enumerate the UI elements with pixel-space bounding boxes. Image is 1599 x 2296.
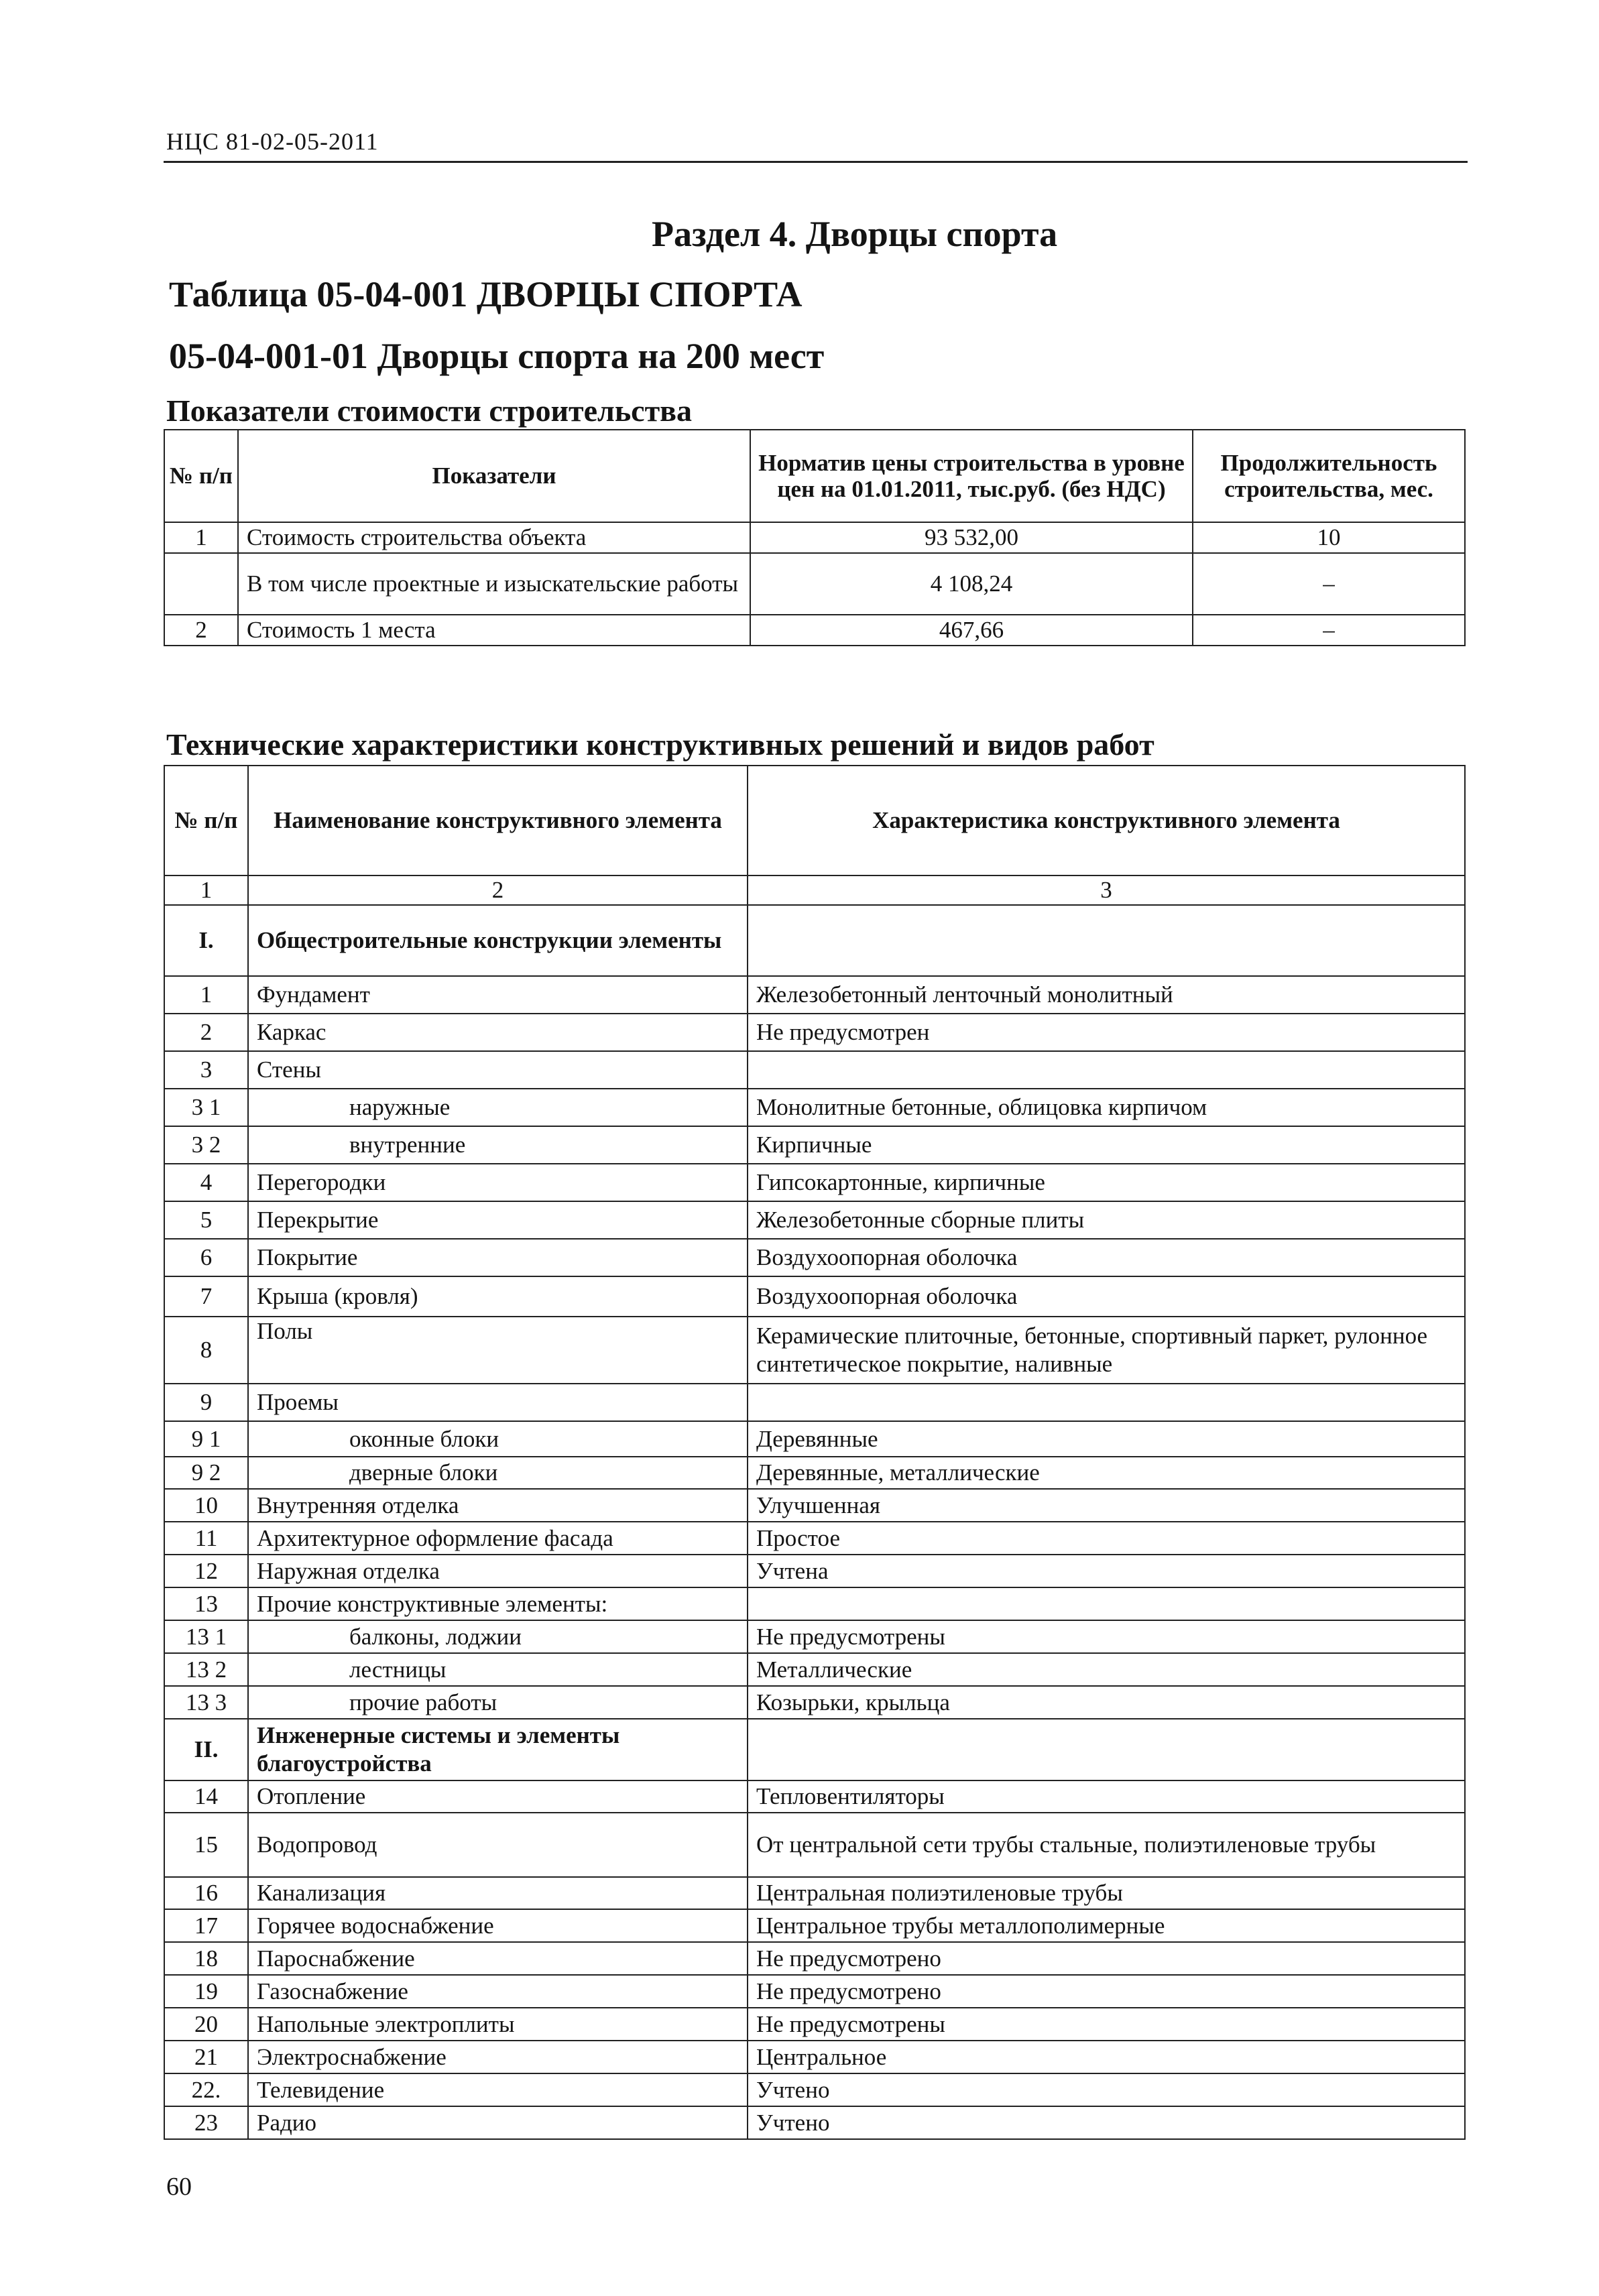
row-name: Стены <box>248 1051 748 1089</box>
row-value <box>748 1719 1465 1780</box>
table-row <box>164 1164 1465 1201</box>
row-num: I. <box>164 905 248 976</box>
row-num: 21 <box>164 2041 248 2073</box>
row-name: Фундамент <box>248 976 748 1014</box>
row-name: дверные блоки <box>248 1457 748 1489</box>
tech-header-characteristic: Характеристика конструктивного элемента <box>748 766 1465 875</box>
row-value: Железобетонные сборные плиты <box>748 1201 1465 1239</box>
row-value: Центральная полиэтиленовые трубы <box>748 1877 1465 1909</box>
row-num: 13 2 <box>164 1653 248 1686</box>
table-row <box>164 2106 1465 2139</box>
table-row <box>164 1587 1465 1620</box>
row-value: Центральное <box>748 2041 1465 2073</box>
row-num: 17 <box>164 1909 248 1942</box>
row-num: 16 <box>164 1877 248 1909</box>
cost-price: 467,66 <box>750 615 1193 646</box>
row-num: 14 <box>164 1780 248 1813</box>
row-value: Кирпичные <box>748 1126 1465 1164</box>
table-row <box>164 1719 1465 1780</box>
row-num: 12 <box>164 1555 248 1587</box>
row-value: Монолитные бетонные, облицовка кирпичом <box>748 1089 1465 1126</box>
row-name: Инженерные системы и элементы благоустройства <box>248 1719 748 1780</box>
row-num: 19 <box>164 1975 248 2008</box>
row-num: 10 <box>164 1489 248 1522</box>
cost-indicator: Стоимость 1 места <box>238 615 750 646</box>
header-divider <box>164 161 1468 163</box>
row-name: Архитектурное оформление фасада <box>248 1522 748 1555</box>
row-num: 9 1 <box>164 1421 248 1457</box>
row-value: Учтено <box>748 2106 1465 2139</box>
row-num: 9 2 <box>164 1457 248 1489</box>
row-num: II. <box>164 1719 248 1780</box>
row-num: 1 <box>164 976 248 1014</box>
cost-header-num: № п/п <box>164 430 238 522</box>
table-row <box>164 1522 1465 1555</box>
row-name: Водопровод <box>248 1813 748 1877</box>
row-num: 2 <box>164 1014 248 1051</box>
row-num: 13 3 <box>164 1686 248 1719</box>
row-num: 15 <box>164 1813 248 1877</box>
row-value: Металлические <box>748 1653 1465 1686</box>
row-value <box>748 1051 1465 1089</box>
row-name: наружные <box>248 1089 748 1126</box>
table-row <box>164 1877 1465 1909</box>
table-row <box>164 1813 1465 1877</box>
table-row <box>164 2073 1465 2106</box>
row-name: внутренние <box>248 1126 748 1164</box>
table-row <box>164 522 1465 553</box>
table-row <box>164 1686 1465 1719</box>
table-subtitle: 05-04-001-01 Дворцы спорта на 200 мест <box>169 336 825 376</box>
row-value: Воздухоопорная оболочка <box>748 1239 1465 1276</box>
cost-table <box>164 429 1466 646</box>
row-name: Напольные электроплиты <box>248 2008 748 2041</box>
row-name: Прочие конструктивные элементы: <box>248 1587 748 1620</box>
row-name: Электроснабжение <box>248 2041 748 2073</box>
tech-header-num: № п/п <box>164 766 248 875</box>
row-value: Деревянные <box>748 1421 1465 1457</box>
cost-header-duration: Продолжительность строительства, мес. <box>1193 430 1465 522</box>
tech-table-caption: Технические характеристики конструктивных решений и видов работ <box>166 727 1154 762</box>
row-value: Керамические плиточные, бетонные, спортивный паркет, рулонное синтетическое покрытие, наливные <box>748 1317 1465 1384</box>
row-value: Тепловентиляторы <box>748 1780 1465 1813</box>
row-value: Центральное трубы металлополимерные <box>748 1909 1465 1942</box>
cost-duration: 10 <box>1193 522 1465 553</box>
row-name: Пароснабжение <box>248 1942 748 1975</box>
row-value: Улучшенная <box>748 1489 1465 1522</box>
column-number: 2 <box>248 875 748 905</box>
row-num: 3 <box>164 1051 248 1089</box>
cost-table-caption: Показатели стоимости строительства <box>166 394 693 428</box>
row-num: 22. <box>164 2073 248 2106</box>
row-name: Крыша (кровля) <box>248 1276 748 1317</box>
table-row <box>164 2041 1465 2073</box>
row-name: Проемы <box>248 1384 748 1421</box>
row-value: Не предусмотрены <box>748 2008 1465 2041</box>
table-row <box>164 1780 1465 1813</box>
column-number: 3 <box>748 875 1465 905</box>
cost-indicator: Стоимость строительства объекта <box>238 522 750 553</box>
row-name: прочие работы <box>248 1686 748 1719</box>
row-num: 13 1 <box>164 1620 248 1653</box>
row-value: Воздухоопорная оболочка <box>748 1276 1465 1317</box>
row-value <box>748 1384 1465 1421</box>
table-row <box>164 1051 1465 1089</box>
cost-header-price: Норматив цены строительства в уровне цен на 01.01.2011, тыс.руб. (без НДС) <box>750 430 1193 522</box>
table-title: Таблица 05-04-001 ДВОРЦЫ СПОРТА <box>169 274 803 314</box>
row-value <box>748 1587 1465 1620</box>
row-num: 6 <box>164 1239 248 1276</box>
row-value: Железобетонный ленточный монолитный <box>748 976 1465 1014</box>
row-num: 7 <box>164 1276 248 1317</box>
table-row <box>164 1421 1465 1457</box>
table-row <box>164 905 1465 976</box>
row-num: 3 1 <box>164 1089 248 1126</box>
row-value: Учтена <box>748 1555 1465 1587</box>
row-value: Простое <box>748 1522 1465 1555</box>
row-name: Отопление <box>248 1780 748 1813</box>
row-name: Перекрытие <box>248 1201 748 1239</box>
document-code: НЦС 81-02-05-2011 <box>166 128 379 155</box>
table-row <box>164 553 1465 615</box>
row-name: Радио <box>248 2106 748 2139</box>
row-value: Не предусмотрено <box>748 1942 1465 1975</box>
row-value: Деревянные, металлические <box>748 1457 1465 1489</box>
row-name: Телевидение <box>248 2073 748 2106</box>
tech-header-name: Наименование конструктивного элемента <box>248 766 748 875</box>
table-row <box>164 1942 1465 1975</box>
row-name: Покрытие <box>248 1239 748 1276</box>
row-value: Не предусмотрен <box>748 1014 1465 1051</box>
page-number: 60 <box>166 2173 192 2201</box>
row-value <box>748 905 1465 976</box>
row-name: Каркас <box>248 1014 748 1051</box>
row-num: 11 <box>164 1522 248 1555</box>
row-num: 20 <box>164 2008 248 2041</box>
cost-duration: – <box>1193 615 1465 646</box>
table-row <box>164 1276 1465 1317</box>
row-num: 8 <box>164 1317 248 1384</box>
column-number: 1 <box>164 875 248 905</box>
cost-num: 2 <box>164 615 238 646</box>
table-row <box>164 1239 1465 1276</box>
table-row <box>164 1653 1465 1686</box>
table-row <box>164 1089 1465 1126</box>
tech-table <box>164 765 1466 2140</box>
row-name: Горячее водоснабжение <box>248 1909 748 1942</box>
section-title: Раздел 4. Дворцы спорта <box>652 214 1058 254</box>
table-row <box>164 1457 1465 1489</box>
row-name: балконы, лоджии <box>248 1620 748 1653</box>
cost-price: 93 532,00 <box>750 522 1193 553</box>
cost-indicator: В том числе проектные и изыскательские работы <box>238 553 750 615</box>
table-row <box>164 1489 1465 1522</box>
row-value: Гипсокартонные, кирпичные <box>748 1164 1465 1201</box>
row-num: 18 <box>164 1942 248 1975</box>
cost-duration: – <box>1193 553 1465 615</box>
table-row <box>164 1975 1465 2008</box>
row-name: Перегородки <box>248 1164 748 1201</box>
table-row <box>164 1126 1465 1164</box>
row-name: Внутренняя отделка <box>248 1489 748 1522</box>
row-name: оконные блоки <box>248 1421 748 1457</box>
table-row <box>164 1555 1465 1587</box>
row-name: Общестроительные конструкции элементы <box>248 905 748 976</box>
row-num: 5 <box>164 1201 248 1239</box>
row-value: Учтено <box>748 2073 1465 2106</box>
cost-price: 4 108,24 <box>750 553 1193 615</box>
table-row <box>164 1384 1465 1421</box>
row-name: Полы <box>248 1317 748 1384</box>
table-row <box>164 1317 1465 1384</box>
row-name: Канализация <box>248 1877 748 1909</box>
cost-header-indicator: Показатели <box>238 430 750 522</box>
table-row <box>164 1620 1465 1653</box>
cost-num <box>164 553 238 615</box>
table-row <box>164 1909 1465 1942</box>
row-num: 23 <box>164 2106 248 2139</box>
row-value: Не предусмотрены <box>748 1620 1465 1653</box>
row-value: От центральной сети трубы стальные, полиэтиленовые трубы <box>748 1813 1465 1877</box>
row-value: Не предусмотрено <box>748 1975 1465 2008</box>
table-row <box>164 1014 1465 1051</box>
row-num: 4 <box>164 1164 248 1201</box>
row-num: 9 <box>164 1384 248 1421</box>
table-row <box>164 2008 1465 2041</box>
row-num: 3 2 <box>164 1126 248 1164</box>
row-num: 13 <box>164 1587 248 1620</box>
row-name: Наружная отделка <box>248 1555 748 1587</box>
row-value: Козырьки, крыльца <box>748 1686 1465 1719</box>
row-name: Газоснабжение <box>248 1975 748 2008</box>
cost-num: 1 <box>164 522 238 553</box>
table-row <box>164 615 1465 646</box>
table-row <box>164 1201 1465 1239</box>
row-name: лестницы <box>248 1653 748 1686</box>
table-row <box>164 976 1465 1014</box>
